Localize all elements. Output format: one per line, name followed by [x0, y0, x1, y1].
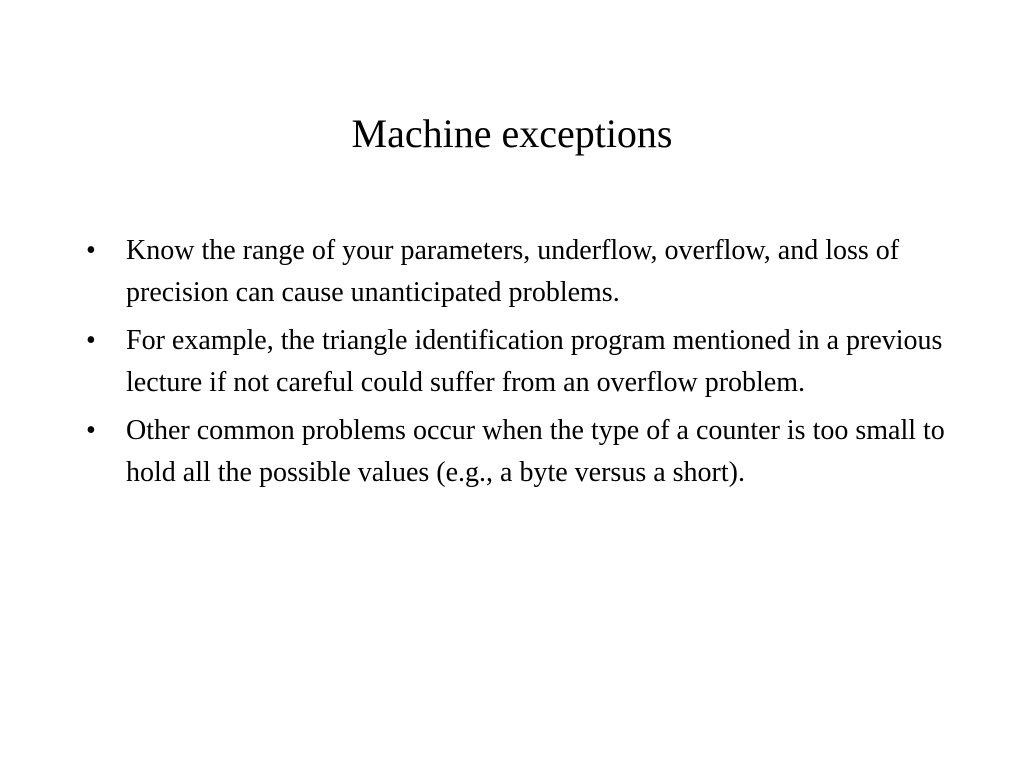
- bullet-list: [86, 230, 956, 500]
- bullet-item: [86, 320, 956, 404]
- bullet-dot-icon: •: [86, 235, 96, 266]
- bullet-text: For example, the triangle identification program mentioned in a previous lecture if not careful could suffer from an overflow problem.: [126, 325, 943, 398]
- slide-title: Machine exceptions: [351, 111, 673, 156]
- bullet-item: [86, 230, 956, 314]
- bullet-text: Other common problems occur when the type of a counter is too small to hold all the possible values (e.g., a byte versus a short).: [126, 415, 945, 488]
- bullet-dot-icon: •: [86, 415, 96, 446]
- bullet-item: [86, 410, 956, 494]
- bullet-dot-icon: •: [86, 325, 96, 356]
- bullet-text: Know the range of your parameters, underflow, overflow, and loss of precision can cause unanticipated problems.: [126, 235, 900, 308]
